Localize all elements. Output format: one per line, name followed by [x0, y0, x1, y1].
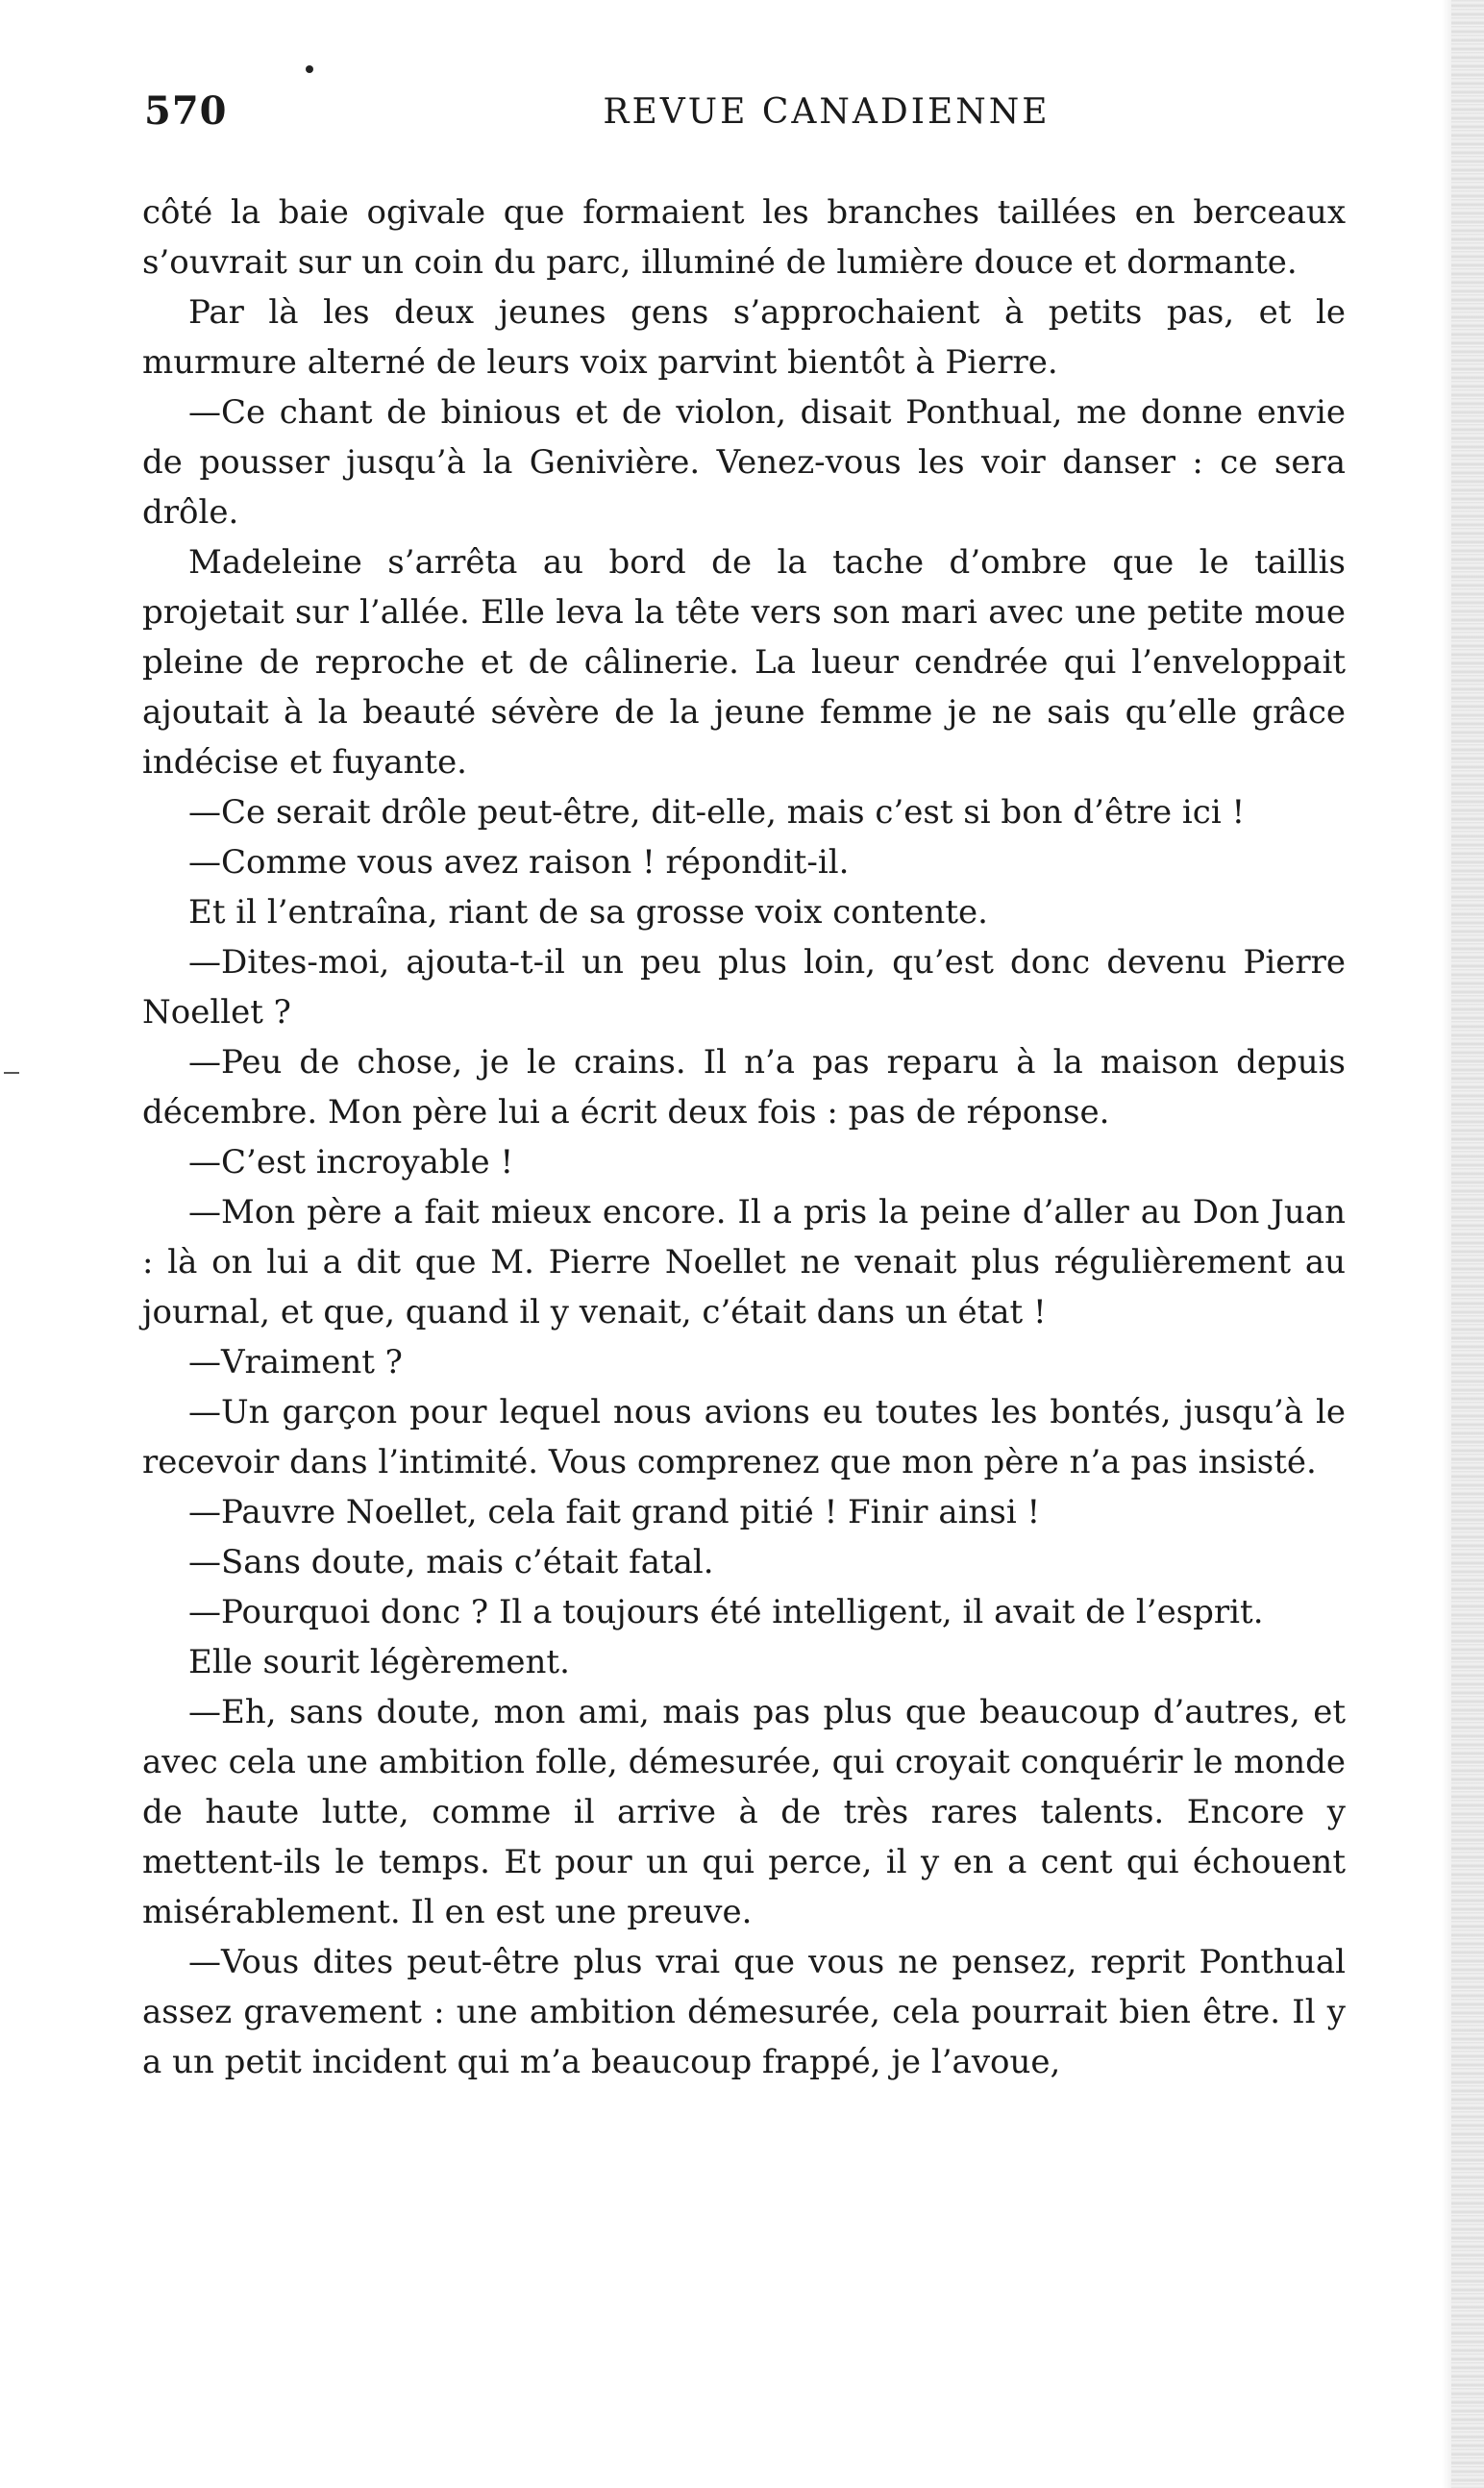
paragraph: —Sans doute, mais c’était fatal. — [188, 1543, 714, 1581]
paragraph: Madeleine s’arrêta au bord de la tache d’ombre que le taillis projetait sur l’allée. Elle leva la tête vers son mari avec une petite moue pleine de reproche et de câlinerie. La lueur cendrée qui l’enveloppait ajoutait à la beauté sévère de la jeune femme je ne sais qu’elle grâce indécise et fuyante. — [142, 543, 1346, 782]
paragraph: —Ce serait drôle peut-être, dit-elle, mais c’est si bon d’être ici ! — [188, 793, 1246, 832]
paragraph: —Pauvre Noellet, cela fait grand pitié ! Finir ainsi ! — [188, 1493, 1041, 1531]
paragraph: Par là les deux jeunes gens s’approchaient à petits pas, et le murmure alterné de leurs voix parvint bientôt à Pierre. — [142, 293, 1346, 382]
page-number: 570 — [144, 88, 228, 134]
paragraph: —Pourquoi donc ? Il a toujours été intelligent, il avait de l’esprit. — [188, 1593, 1264, 1631]
margin-mark — [4, 1072, 19, 1074]
page-header — [144, 88, 1346, 156]
page-edge-gradient — [1442, 0, 1451, 2488]
paragraph: —Peu de chose, je le crains. Il n’a pas reparu à la maison depuis décembre. Mon père lui a écrit deux fois : pas de réponse. — [142, 1043, 1346, 1132]
paragraph: —C’est incroyable ! — [188, 1143, 514, 1182]
paragraph: —Dites-moi, ajouta-t-il un peu plus loin, qu’est donc devenu Pierre Noellet ? — [142, 943, 1346, 1032]
ink-speck — [306, 65, 313, 73]
paragraph: —Vraiment ? — [188, 1343, 403, 1381]
paragraph: —Ce chant de binious et de violon, disait Ponthual, me donne envie de pousser jusqu’à la Genivière. Venez-vous les voir danser : ce sera drôle. — [142, 393, 1346, 532]
page-edge-shadow — [1451, 0, 1484, 2488]
paragraph: —Comme vous avez raison ! répondit-il. — [188, 843, 850, 882]
paragraph: —Un garçon pour lequel nous avions eu toutes les bontés, jusqu’à le recevoir dans l’intimité. Vous comprenez que mon père n’a pas insisté. — [142, 1393, 1346, 1481]
paragraph: Et il l’entraîna, riant de sa grosse voix contente. — [188, 893, 988, 932]
paragraph: côté la baie ogivale que formaient les branches taillées en berceaux s’ouvrait sur un coin du parc, illuminé de lumière douce et dormante. — [142, 193, 1346, 282]
body-text — [142, 187, 1346, 2087]
running-title: REVUE CANADIENNE — [603, 92, 1051, 132]
paragraph: Elle sourit légèrement. — [188, 1643, 570, 1681]
paragraph: —Vous dites peut-être plus vrai que vous ne pensez, reprit Ponthual assez gravement : une ambition démesurée, cela pourrait bien être. Il y a un petit incident qui m’a beaucoup frappé, je l’avoue, — [142, 1943, 1346, 2081]
paragraph: —Mon père a fait mieux encore. Il a pris la peine d’aller au Don Juan : là on lui a dit que M. Pierre Noellet ne venait plus régulièrement au journal, et que, quand il y venait, c’était dans un état ! — [142, 1193, 1346, 1331]
paragraph: —Eh, sans doute, mon ami, mais pas plus que beaucoup d’autres, et avec cela une ambition folle, démesurée, qui croyait conquérir le monde de haute lutte, comme il arrive à de très rares talents. Encore y mettent-ils le temps. Et pour un qui perce, il y en a cent qui échouent misérablement. Il en est une preuve. — [142, 1693, 1346, 1931]
